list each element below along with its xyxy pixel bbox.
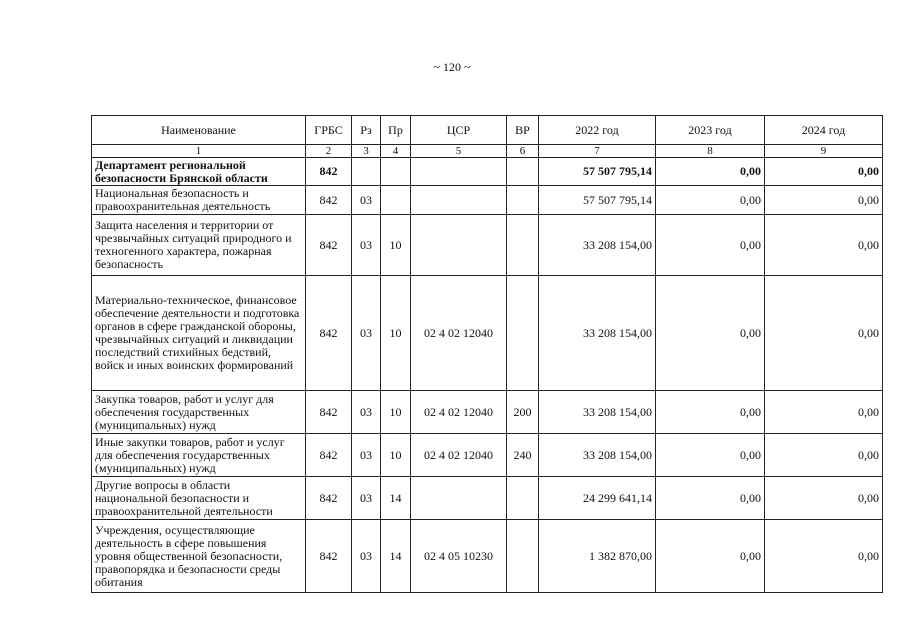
column-number: 8	[656, 145, 765, 158]
cell-grbs: 842	[306, 520, 352, 593]
cell-vr: 240	[507, 434, 539, 477]
cell-name: Материально-техническое, финансовое обеспечение деятельности и подготовка органов в сфере гражданской обороны, чрезвычайных ситуаций и ликвидации последствий стихийных бедствий, войск и иных воинских формирований	[92, 276, 306, 391]
cell-vr	[507, 477, 539, 520]
cell-pr: 14	[381, 520, 411, 593]
cell-csr: 02 4 02 12040	[411, 391, 507, 434]
cell-csr	[411, 186, 507, 215]
cell-2022: 24 299 641,14	[539, 477, 656, 520]
cell-rz: 03	[352, 276, 381, 391]
cell-2024: 0,00	[765, 276, 883, 391]
cell-pr: 10	[381, 434, 411, 477]
cell-rz: 03	[352, 434, 381, 477]
table-row	[92, 276, 883, 391]
header-2024: 2024 год	[765, 116, 883, 145]
cell-2024: 0,00	[765, 158, 883, 186]
cell-2022: 33 208 154,00	[539, 215, 656, 276]
table-row	[92, 477, 883, 520]
cell-rz: 03	[352, 215, 381, 276]
cell-pr: 10	[381, 391, 411, 434]
cell-grbs: 842	[306, 477, 352, 520]
cell-2022: 1 382 870,00	[539, 520, 656, 593]
column-number: 6	[507, 145, 539, 158]
cell-2022: 33 208 154,00	[539, 391, 656, 434]
cell-vr: 200	[507, 391, 539, 434]
column-number: 7	[539, 145, 656, 158]
cell-csr	[411, 477, 507, 520]
header-2022: 2022 год	[539, 116, 656, 145]
cell-2024: 0,00	[765, 186, 883, 215]
cell-2024: 0,00	[765, 215, 883, 276]
header-2023: 2023 год	[656, 116, 765, 145]
cell-rz: 03	[352, 186, 381, 215]
column-number: 4	[381, 145, 411, 158]
cell-2023: 0,00	[656, 391, 765, 434]
cell-vr	[507, 158, 539, 186]
table-row	[92, 158, 883, 186]
cell-csr	[411, 158, 507, 186]
cell-rz: 03	[352, 391, 381, 434]
cell-grbs: 842	[306, 434, 352, 477]
cell-grbs: 842	[306, 391, 352, 434]
table-row	[92, 186, 883, 215]
cell-rz	[352, 158, 381, 186]
column-number: 9	[765, 145, 883, 158]
header-grbs: ГРБС	[306, 116, 352, 145]
cell-2023: 0,00	[656, 186, 765, 215]
header-pr: Пр	[381, 116, 411, 145]
cell-pr: 10	[381, 215, 411, 276]
cell-2024: 0,00	[765, 391, 883, 434]
cell-2023: 0,00	[656, 276, 765, 391]
cell-name: Закупка товаров, работ и услуг для обеспечения государственных (муниципальных) нужд	[92, 391, 306, 434]
column-number: 2	[306, 145, 352, 158]
cell-csr	[411, 215, 507, 276]
column-number: 1	[92, 145, 306, 158]
cell-2023: 0,00	[656, 215, 765, 276]
cell-name: Департамент региональной безопасности Брянской области	[92, 158, 306, 186]
cell-2022: 33 208 154,00	[539, 276, 656, 391]
table-row	[92, 391, 883, 434]
column-number: 3	[352, 145, 381, 158]
column-number-row	[92, 145, 883, 158]
cell-pr	[381, 158, 411, 186]
cell-rz: 03	[352, 520, 381, 593]
cell-2023: 0,00	[656, 434, 765, 477]
cell-grbs: 842	[306, 276, 352, 391]
page-number: ~ 120 ~	[433, 60, 471, 74]
cell-grbs: 842	[306, 215, 352, 276]
cell-2023: 0,00	[656, 477, 765, 520]
table-row	[92, 434, 883, 477]
budget-table	[91, 115, 883, 593]
table-header-row	[92, 116, 883, 145]
cell-name: Национальная безопасность и правоохранительная деятельность	[92, 186, 306, 215]
cell-pr: 10	[381, 276, 411, 391]
header-rz: Рз	[352, 116, 381, 145]
cell-pr: 14	[381, 477, 411, 520]
cell-name: Иные закупки товаров, работ и услуг для обеспечения государственных (муниципальных) нужд	[92, 434, 306, 477]
cell-grbs: 842	[306, 158, 352, 186]
cell-name: Учреждения, осуществляющие деятельность в сфере повышения уровня общественной безопасности, правопорядка и безопасности среды обитания	[92, 520, 306, 593]
cell-2023: 0,00	[656, 158, 765, 186]
cell-vr	[507, 215, 539, 276]
cell-name: Другие вопросы в области национальной безопасности и правоохранительной деятельности	[92, 477, 306, 520]
cell-2022: 57 507 795,14	[539, 186, 656, 215]
cell-csr: 02 4 02 12040	[411, 434, 507, 477]
cell-vr	[507, 186, 539, 215]
header-name: Наименование	[92, 116, 306, 145]
cell-csr: 02 4 02 12040	[411, 276, 507, 391]
cell-rz: 03	[352, 477, 381, 520]
cell-2024: 0,00	[765, 520, 883, 593]
cell-csr: 02 4 05 10230	[411, 520, 507, 593]
cell-name: Защита населения и территории от чрезвычайных ситуаций природного и техногенного характера, пожарная безопасность	[92, 215, 306, 276]
cell-2022: 57 507 795,14	[539, 158, 656, 186]
cell-grbs: 842	[306, 186, 352, 215]
cell-pr	[381, 186, 411, 215]
header-vr: ВР	[507, 116, 539, 145]
table-row	[92, 520, 883, 593]
cell-2022: 33 208 154,00	[539, 434, 656, 477]
header-csr: ЦСР	[411, 116, 507, 145]
cell-vr	[507, 276, 539, 391]
table-row	[92, 215, 883, 276]
cell-2023: 0,00	[656, 520, 765, 593]
cell-2024: 0,00	[765, 477, 883, 520]
cell-2024: 0,00	[765, 434, 883, 477]
column-number: 5	[411, 145, 507, 158]
cell-vr	[507, 520, 539, 593]
